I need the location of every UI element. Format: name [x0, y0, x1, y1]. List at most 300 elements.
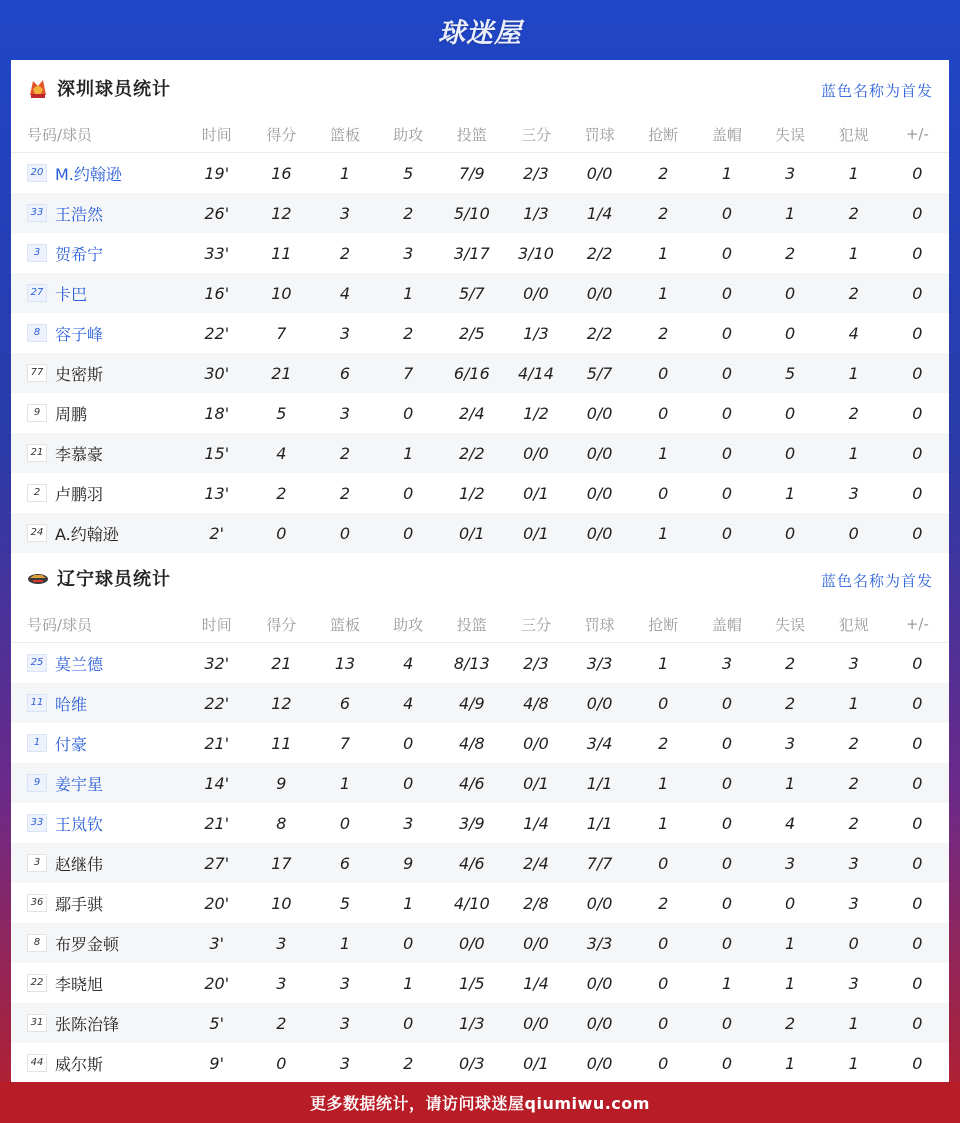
- stat-cell: 0: [631, 843, 695, 883]
- stat-cell: 8: [276, 813, 287, 833]
- stat-cell: 3: [276, 973, 287, 993]
- stat-cell: 2: [658, 893, 669, 913]
- player-name[interactable]: 张陈治锋: [55, 1014, 120, 1034]
- stat-cell: 1: [631, 273, 695, 313]
- stat-cell: 7/9: [458, 163, 485, 183]
- table-row: [11, 843, 949, 883]
- stat-cell: 0: [912, 1053, 923, 1073]
- stat-cell: 2: [848, 813, 859, 833]
- stat-cell: 3: [848, 483, 859, 503]
- column-header: 投篮: [440, 606, 504, 643]
- column-header: 抢断: [631, 116, 695, 153]
- jersey-number-badge: 36: [27, 894, 47, 912]
- stat-cell: 0: [912, 653, 923, 673]
- stat-cell: 1: [758, 193, 821, 233]
- section-title: 辽宁球员统计: [57, 569, 171, 590]
- stat-cell: 9: [249, 763, 313, 803]
- stat-cell: 22': [204, 323, 230, 343]
- stat-cell: 5/10: [440, 193, 504, 233]
- stat-cell: 0: [403, 733, 414, 753]
- player-name[interactable]: 威尔斯: [55, 1054, 104, 1074]
- player-name[interactable]: 卢鹏羽: [55, 484, 104, 504]
- stat-cell: 3: [339, 973, 351, 993]
- stat-cell: 7: [339, 733, 351, 753]
- stat-cell: 0: [912, 813, 923, 833]
- column-header: 篮板: [313, 606, 376, 643]
- player-name[interactable]: 贺希宁: [55, 244, 104, 264]
- stat-cell: 0: [784, 323, 796, 343]
- stat-cell: 0: [695, 353, 758, 393]
- stat-cell: 0/0: [504, 433, 568, 473]
- column-header: 号码/球员: [11, 606, 184, 643]
- stat-cell: 0: [695, 273, 758, 313]
- stat-cell: 0: [658, 973, 669, 993]
- stat-cell: 4: [848, 323, 859, 343]
- stat-cell: 1: [822, 1003, 886, 1043]
- stat-cell: 0: [721, 323, 732, 343]
- stat-cell: 3: [848, 893, 859, 913]
- stat-cell: 0: [912, 323, 923, 343]
- player-name[interactable]: 哈维: [55, 694, 88, 714]
- stat-cell: 1: [822, 683, 886, 723]
- jersey-number-badge: 27: [27, 284, 47, 302]
- stat-cell: 7: [276, 323, 287, 343]
- stat-cell: 3/10: [518, 243, 554, 263]
- stat-cell: 1: [784, 483, 796, 503]
- stat-cell: 0/1: [504, 763, 568, 803]
- stat-cell: 0/0: [586, 483, 613, 503]
- stat-cell: 2/2: [586, 243, 613, 263]
- player-name[interactable]: 李慕豪: [55, 444, 104, 464]
- stat-cell: 0: [912, 483, 923, 503]
- stat-cell: 0/1: [440, 513, 504, 553]
- stat-cell: 0/0: [568, 273, 631, 313]
- stat-cell: 11: [271, 733, 292, 753]
- column-header: 失误: [758, 116, 821, 153]
- table-header-row: [11, 606, 949, 643]
- stat-cell: 15': [184, 433, 249, 473]
- stat-cell: 12: [249, 193, 313, 233]
- stat-cell: 22': [184, 683, 249, 723]
- starter-legend-note: 蓝色名称为首发: [820, 572, 933, 590]
- stat-cell: 4: [313, 273, 376, 313]
- stat-cell: 11: [271, 243, 292, 263]
- stat-cell: 27': [184, 843, 249, 883]
- jersey-number-badge: 2: [27, 484, 47, 502]
- stat-cell: 2/2: [586, 323, 613, 343]
- jersey-number-badge: 22: [27, 974, 47, 992]
- stat-cell: 1/2: [523, 403, 549, 423]
- stat-cell: 1: [377, 433, 440, 473]
- stat-cell: 1/5: [458, 973, 485, 993]
- stat-cell: 0: [886, 433, 949, 473]
- column-header: 盖帽: [695, 606, 758, 643]
- column-header: 犯规: [822, 116, 886, 153]
- stat-cell: 3/9: [458, 813, 485, 833]
- jersey-number-badge: 8: [27, 934, 47, 952]
- column-header: 抢断: [631, 606, 695, 643]
- stat-cell: 0: [658, 483, 669, 503]
- stat-cell: 0: [886, 353, 949, 393]
- stat-cell: 21': [204, 733, 230, 753]
- player-cell: [11, 473, 184, 513]
- stat-cell: 3/17: [453, 243, 490, 263]
- stat-cell: 2: [403, 323, 414, 343]
- stat-cell: 0/1: [504, 513, 568, 553]
- column-header: +/-: [886, 116, 949, 153]
- table-row: [11, 683, 949, 723]
- column-header: 罚球: [568, 116, 631, 153]
- jersey-number-badge: 11: [27, 694, 47, 712]
- stat-cell: 0/0: [504, 1003, 568, 1043]
- stat-cell: 20': [204, 973, 230, 993]
- column-header: +/-: [886, 606, 949, 643]
- stat-cell: 26': [184, 193, 249, 233]
- table-row: [11, 803, 949, 843]
- stat-cell: 0/0: [504, 923, 568, 963]
- jersey-number-badge: 25: [27, 654, 47, 672]
- team-section-shenzhen: [11, 60, 949, 553]
- stat-cell: 0: [886, 1003, 949, 1043]
- column-header: 时间: [184, 116, 249, 153]
- player-cell: [11, 923, 184, 963]
- stat-cell: 0: [695, 193, 758, 233]
- stat-cell: 5: [403, 163, 414, 183]
- stat-cell: 0: [695, 763, 758, 803]
- stat-cell: 8/13: [453, 653, 490, 673]
- stat-cell: 0: [403, 483, 414, 503]
- stat-cell: 1: [403, 893, 414, 913]
- jersey-number-badge: 20: [27, 164, 47, 182]
- stat-cell: 0: [721, 243, 732, 263]
- table-row: [11, 473, 949, 513]
- player-cell: [11, 313, 184, 353]
- stat-cell: 1: [403, 973, 414, 993]
- player-cell: [11, 763, 184, 803]
- stat-cell: 0: [912, 973, 923, 993]
- stat-cell: 10: [271, 893, 292, 913]
- stat-cell: 2: [822, 193, 886, 233]
- stat-cell: 2: [403, 1053, 414, 1073]
- stat-cell: 0: [886, 273, 949, 313]
- stat-cell: 3: [339, 323, 351, 343]
- table-row: [11, 313, 949, 353]
- stat-cell: 2/3: [523, 653, 549, 673]
- stat-cell: 0/0: [440, 923, 504, 963]
- stat-cell: 0: [377, 513, 440, 553]
- stat-cell: 0: [695, 513, 758, 553]
- shenzhen-team-logo-icon: [27, 77, 49, 99]
- stat-cell: 0: [886, 923, 949, 963]
- team-section-liaoning: [11, 550, 949, 1083]
- stat-cell: 3/3: [568, 923, 631, 963]
- stat-cell: 0: [886, 763, 949, 803]
- player-cell: [11, 803, 184, 843]
- stat-cell: 14': [184, 763, 249, 803]
- starter-legend-note: 蓝色名称为首发: [820, 82, 933, 100]
- stat-cell: 1/1: [568, 763, 631, 803]
- table-row: [11, 153, 949, 194]
- player-name[interactable]: 赵继伟: [55, 854, 104, 874]
- stat-cell: 3: [403, 813, 414, 833]
- stat-cell: 0: [695, 1003, 758, 1043]
- table-row: [11, 643, 949, 684]
- footer-bar: [0, 1082, 960, 1123]
- stat-cell: 2: [822, 273, 886, 313]
- stat-cell: 4/14: [504, 353, 568, 393]
- stat-cell: 0: [377, 923, 440, 963]
- stat-cell: 2: [784, 653, 796, 673]
- table-row: [11, 433, 949, 473]
- table-row: [11, 923, 949, 963]
- player-name[interactable]: A.约翰逊: [55, 524, 119, 544]
- stat-cell: 0: [313, 513, 376, 553]
- column-header: 助攻: [377, 606, 440, 643]
- column-header: 犯规: [822, 606, 886, 643]
- stat-cell: 0: [631, 683, 695, 723]
- stat-cell: 20': [204, 893, 230, 913]
- stat-cell: 1/2: [458, 483, 485, 503]
- stat-cell: 4/8: [458, 733, 485, 753]
- stat-cell: 1: [758, 763, 821, 803]
- jersey-number-badge: 1: [27, 734, 47, 752]
- column-header: 助攻: [377, 116, 440, 153]
- jersey-number-badge: 77: [27, 364, 47, 382]
- stat-cell: 2: [848, 403, 859, 423]
- stat-cell: 2: [631, 193, 695, 233]
- stat-cell: 1: [313, 923, 376, 963]
- stat-cell: 1: [784, 1053, 796, 1073]
- stat-cell: 2: [249, 1003, 313, 1043]
- stat-cell: 0: [721, 733, 732, 753]
- stat-cell: 2': [184, 513, 249, 553]
- stat-cell: 3: [784, 163, 796, 183]
- stat-cell: 0: [758, 273, 821, 313]
- section-title-row: [11, 550, 949, 606]
- stat-cell: 3: [339, 403, 351, 423]
- stat-cell: 1: [658, 653, 669, 673]
- stat-cell: 0/0: [568, 1003, 631, 1043]
- stat-cell: 1: [758, 923, 821, 963]
- player-name[interactable]: 容子峰: [55, 324, 104, 344]
- jersey-number-badge: 9: [27, 774, 47, 792]
- stat-cell: 1: [631, 433, 695, 473]
- stat-cell: 0: [912, 893, 923, 913]
- stat-cell: 18': [204, 403, 230, 423]
- jersey-number-badge: 44: [27, 1054, 47, 1072]
- stat-cell: 5': [184, 1003, 249, 1043]
- table-row: [11, 763, 949, 803]
- stat-cell: 0: [631, 1003, 695, 1043]
- stat-cell: 2: [658, 733, 669, 753]
- stat-cell: 2: [377, 193, 440, 233]
- stat-cell: 0: [886, 843, 949, 883]
- stat-cell: 7: [377, 353, 440, 393]
- stat-cell: 0: [784, 403, 796, 423]
- stat-cell: 9': [209, 1053, 224, 1073]
- stat-cell: 19': [204, 163, 230, 183]
- stat-cell: 2/4: [504, 843, 568, 883]
- stat-cell: 1: [822, 433, 886, 473]
- stat-cell: 1: [631, 763, 695, 803]
- stat-cell: 21: [249, 353, 313, 393]
- stat-cell: 2: [822, 763, 886, 803]
- player-name[interactable]: 周鹏: [55, 404, 88, 424]
- table-row: [11, 393, 949, 433]
- stat-cell: 0: [784, 893, 796, 913]
- stat-cell: 0: [912, 243, 923, 263]
- stat-cell: 1: [822, 353, 886, 393]
- stat-cell: 2/4: [458, 403, 485, 423]
- column-header: 失误: [758, 606, 821, 643]
- stat-cell: 1/3: [523, 323, 549, 343]
- player-name[interactable]: 付豪: [55, 734, 88, 754]
- stat-cell: 1: [339, 163, 351, 183]
- player-name[interactable]: 史密斯: [55, 364, 104, 384]
- stat-cell: 0: [886, 513, 949, 553]
- stat-cell: 0: [377, 763, 440, 803]
- column-header: 得分: [249, 606, 313, 643]
- stat-cell: 0: [758, 433, 821, 473]
- jersey-number-badge: 31: [27, 1014, 47, 1032]
- stat-cell: 4: [377, 683, 440, 723]
- stat-cell: 4/6: [440, 843, 504, 883]
- stat-cell: 3: [848, 653, 859, 673]
- stat-cell: 16': [184, 273, 249, 313]
- player-name[interactable]: M.约翰逊: [55, 164, 122, 184]
- stat-cell: 0: [276, 1053, 287, 1073]
- liaoning-team-logo-icon: [27, 567, 49, 589]
- column-header: 罚球: [568, 606, 631, 643]
- stat-cell: 1: [848, 1053, 859, 1073]
- stat-cell: 5/7: [440, 273, 504, 313]
- stat-cell: 3: [758, 843, 821, 883]
- stat-cell: 5: [276, 403, 287, 423]
- stat-cell: 5/7: [568, 353, 631, 393]
- stat-cell: 0/0: [586, 973, 613, 993]
- stat-cell: 5: [758, 353, 821, 393]
- stat-cell: 4/6: [440, 763, 504, 803]
- stat-cell: 0: [822, 923, 886, 963]
- stat-cell: 0/3: [458, 1053, 485, 1073]
- stat-cell: 0: [721, 893, 732, 913]
- stat-cell: 21': [204, 813, 230, 833]
- stat-cell: 4: [784, 813, 796, 833]
- stat-cell: 2: [758, 1003, 821, 1043]
- stat-cell: 12: [249, 683, 313, 723]
- column-header: 得分: [249, 116, 313, 153]
- stat-cell: 2: [276, 483, 287, 503]
- column-header: 号码/球员: [11, 116, 184, 153]
- stat-cell: 13': [204, 483, 230, 503]
- stat-cell: 1: [721, 163, 732, 183]
- jersey-number-badge: 24: [27, 524, 47, 542]
- stat-cell: 0: [912, 163, 923, 183]
- stat-cell: 1: [784, 973, 796, 993]
- player-name[interactable]: 姜宇星: [55, 774, 104, 794]
- header-bar: [0, 0, 960, 60]
- stat-cell: 4/9: [440, 683, 504, 723]
- stat-cell: 2: [658, 323, 669, 343]
- player-name[interactable]: 王浩然: [55, 204, 104, 224]
- stat-cell: 2/8: [523, 893, 549, 913]
- section-title: 深圳球员统计: [57, 79, 171, 100]
- player-name[interactable]: 鄢手骐: [55, 894, 104, 914]
- stat-cell: 0: [912, 733, 923, 753]
- stat-cell: 6: [313, 843, 376, 883]
- stat-cell: 4/8: [504, 683, 568, 723]
- stat-cell: 3/3: [586, 653, 613, 673]
- stat-cell: 2/3: [523, 163, 549, 183]
- stat-cell: 2/2: [440, 433, 504, 473]
- stat-cell: 0/0: [568, 683, 631, 723]
- player-cell: [11, 723, 184, 763]
- stat-cell: 1/3: [504, 193, 568, 233]
- player-stats-table: [11, 606, 949, 1083]
- table-row: [11, 353, 949, 393]
- stat-cell: 5: [339, 893, 351, 913]
- player-name[interactable]: 布罗金顿: [55, 934, 120, 954]
- stat-cell: 1: [631, 513, 695, 553]
- stat-cell: 0: [721, 403, 732, 423]
- stat-cell: 9: [377, 843, 440, 883]
- player-cell: [11, 963, 184, 1003]
- player-cell: [11, 393, 184, 433]
- stat-cell: 1/4: [523, 973, 549, 993]
- column-header: 盖帽: [695, 116, 758, 153]
- column-header: 三分: [504, 606, 568, 643]
- stat-cell: 17: [249, 843, 313, 883]
- player-name[interactable]: 卡巴: [55, 284, 88, 304]
- stat-cell: 32': [204, 653, 230, 673]
- stat-cell: 3: [249, 923, 313, 963]
- player-name[interactable]: 王岚钦: [55, 814, 104, 834]
- player-name[interactable]: 莫兰德: [55, 654, 104, 674]
- stat-cell: 3: [721, 653, 732, 673]
- player-cell: [11, 843, 184, 883]
- player-cell: [11, 1043, 184, 1083]
- stat-cell: 2: [339, 483, 351, 503]
- stat-cell: 2: [658, 163, 669, 183]
- player-cell: [11, 683, 184, 723]
- column-header: 篮板: [313, 116, 376, 153]
- table-row: [11, 233, 949, 273]
- stat-cell: 0: [658, 1053, 669, 1073]
- stat-cell: 3: [403, 243, 414, 263]
- player-cell: [11, 353, 184, 393]
- stat-cell: 0/0: [523, 733, 549, 753]
- stat-cell: 0: [631, 353, 695, 393]
- jersey-number-badge: 33: [27, 204, 47, 222]
- stat-cell: 3: [339, 1053, 351, 1073]
- stat-cell: 3: [313, 193, 376, 233]
- jersey-number-badge: 3: [27, 854, 47, 872]
- stat-cell: 0: [695, 843, 758, 883]
- stat-cell: 30': [184, 353, 249, 393]
- stat-cell: 1: [721, 973, 732, 993]
- table-row: [11, 963, 949, 1003]
- table-header-row: [11, 116, 949, 153]
- player-name[interactable]: 李晓旭: [55, 974, 104, 994]
- stat-cell: 33': [204, 243, 230, 263]
- player-cell: [11, 273, 184, 313]
- site-logo[interactable]: 球迷屋: [438, 17, 522, 49]
- footer-link-text[interactable]: 更多数据统计，请访问球迷屋qiumiwu.com: [310, 1094, 650, 1113]
- stat-cell: 0/1: [523, 483, 549, 503]
- player-cell: [11, 883, 184, 923]
- stat-cell: 1: [658, 813, 669, 833]
- stat-cell: 7/7: [568, 843, 631, 883]
